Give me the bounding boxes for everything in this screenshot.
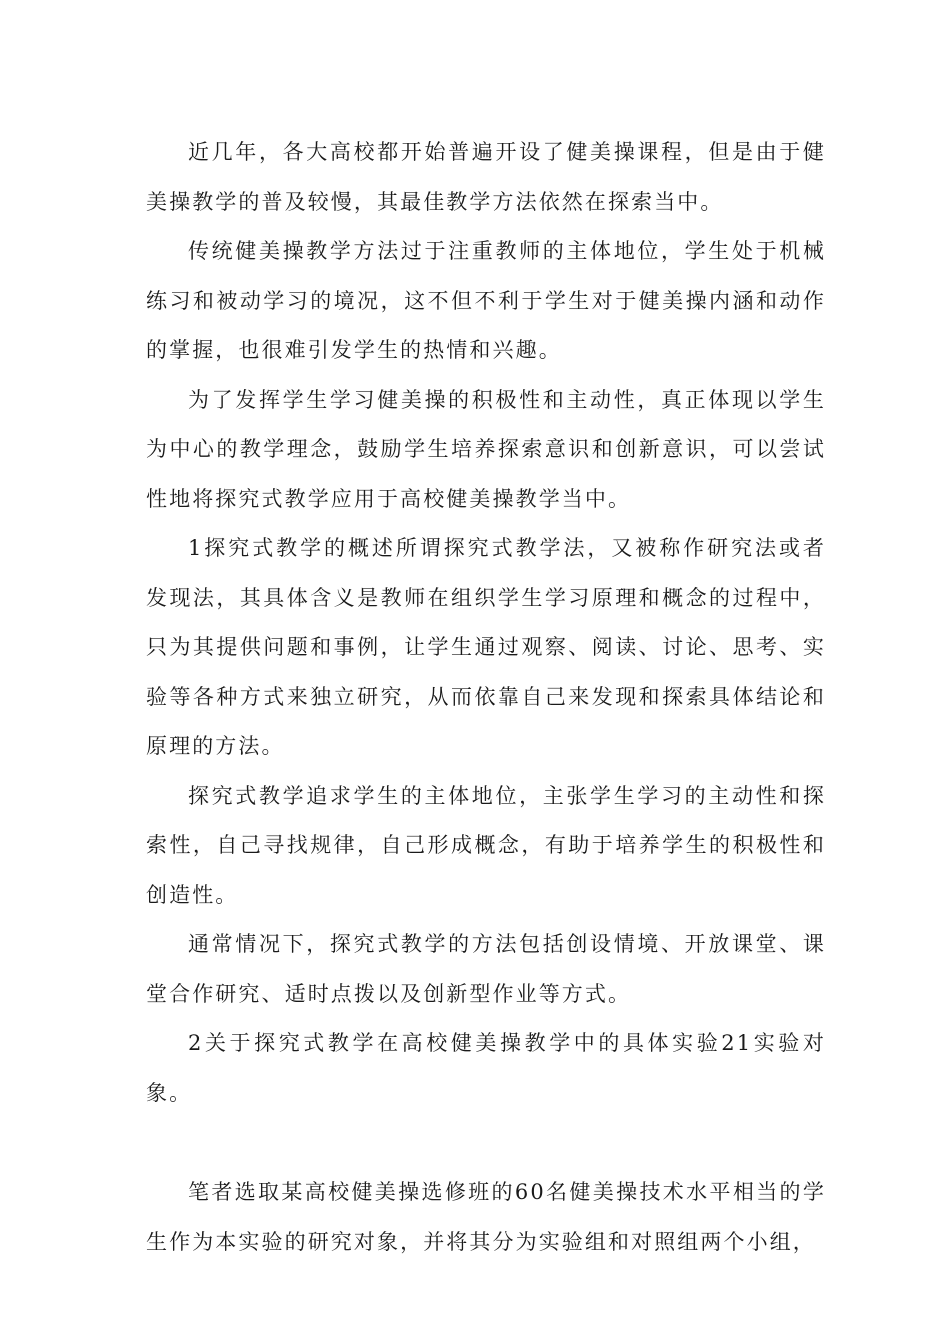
paragraph: 通常情况下，探究式教学的方法包括创设情境、开放课堂、课堂合作研究、适时点拨以及创新型作业等方式。 bbox=[146, 932, 826, 1006]
section-heading: 2关于探究式教学在高校健美操教学中的具体实验21实验对象。 bbox=[146, 1031, 826, 1105]
paragraph: 近几年，各大高校都开始普遍开设了健美操课程，但是由于健美操教学的普及较慢，其最佳教学方法依然在探索当中。 bbox=[146, 140, 826, 214]
paragraph: 传统健美操教学方法过于注重教师的主体地位，学生处于机械练习和被动学习的境况，这不但不利于学生对于健美操内涵和动作的掌握，也很难引发学生的热情和兴趣。 bbox=[146, 239, 826, 362]
document-body bbox=[146, 128, 826, 1267]
paragraph: 笔者选取某高校健美操选修班的60名健美操技术水平相当的学生作为本实验的研究对象，并将其分为实验组和对照组两个小组， bbox=[146, 1180, 826, 1254]
paragraph: 1探究式教学的概述所谓探究式教学法，又被称作研究法或者发现法，其具体含义是教师在组织学生学习原理和概念的过程中，只为其提供问题和事例，让学生通过观察、阅读、讨论、思考、实验等各种方式来独立研究，从而依靠自己来发现和探索具体结论和原理的方法。 bbox=[146, 536, 826, 758]
paragraph: 探究式教学追求学生的主体地位，主张学生学习的主动性和探索性，自己寻找规律，自己形成概念，有助于培养学生的积极性和创造性。 bbox=[146, 783, 826, 907]
paragraph: 为了发挥学生学习健美操的积极性和主动性，真正体现以学生为中心的教学理念，鼓励学生培养探索意识和创新意识，可以尝试性地将探究式教学应用于高校健美操教学当中。 bbox=[146, 387, 826, 511]
